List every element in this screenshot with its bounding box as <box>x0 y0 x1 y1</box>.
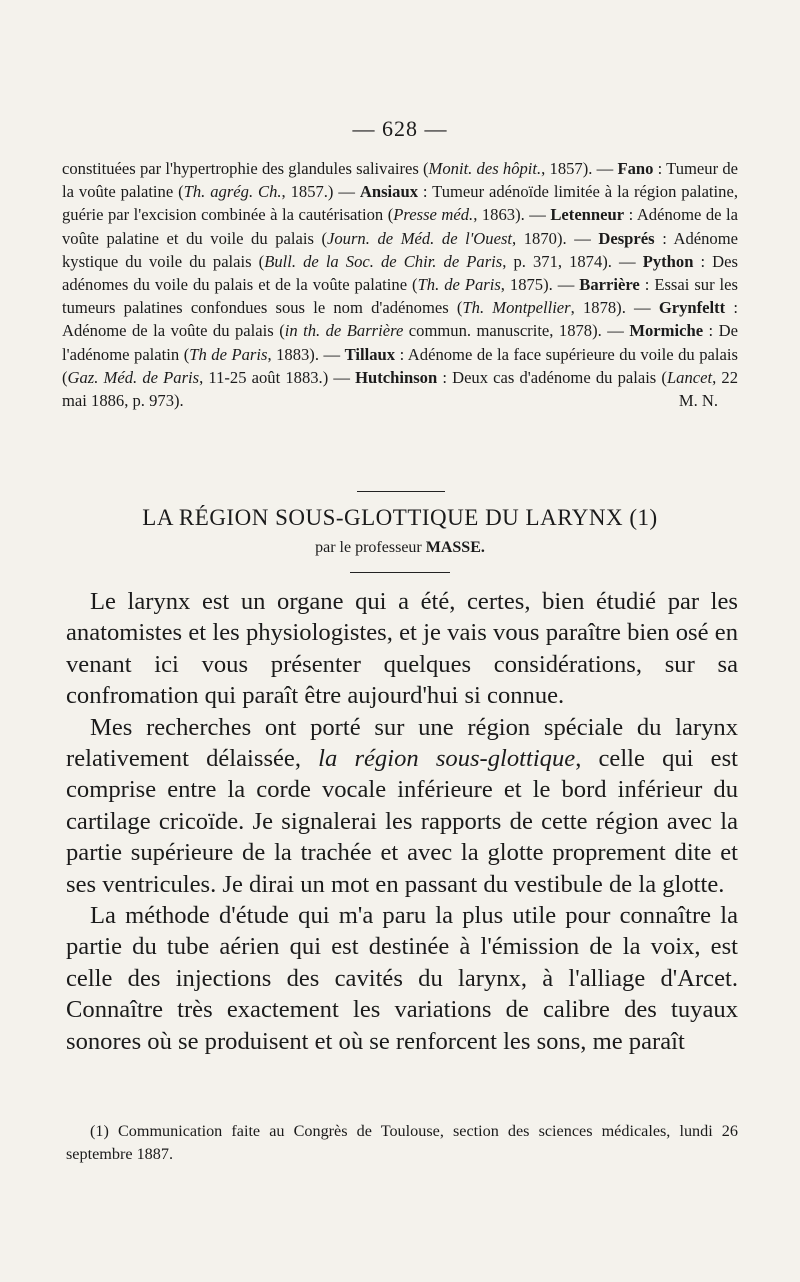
bib-author: Fano <box>617 159 654 178</box>
bib-author: Barrière <box>579 275 640 295</box>
bib-reference: Th. de Paris <box>417 275 501 295</box>
bibliography <box>62 157 738 412</box>
bib-reference: in th. de Barrière <box>284 321 404 341</box>
bib-text: : Tumeur adénoïde limitée à la région palatine, guérie par l'excision combinée à la cautérisation ( <box>62 182 738 225</box>
bib-text: : Tumeur de la voûte palatine ( <box>62 159 738 202</box>
bib-author: Letenneur <box>550 205 625 225</box>
bib-text: : Essai sur les tumeurs palatines confondues sous le nom d'adénomes ( <box>62 275 738 318</box>
footnote: (1) Communication faite au Congrès de Toulouse, section des sciences médicales, lundi 26 septembre 1887. <box>66 1122 738 1163</box>
bib-reference: Presse méd. <box>393 205 474 225</box>
bib-text: : Adénome de la voûte du palais ( <box>62 298 738 341</box>
bib-reference: Monit. des hôpit. <box>428 159 542 178</box>
bib-text: : Adénome de la voûte palatine et du voile du palais ( <box>62 205 738 248</box>
bib-reference: Gaz. Méd. de Paris <box>67 367 200 387</box>
bib-tail: , 1883). — <box>267 344 345 364</box>
bib-tail: , 1870). — <box>512 228 599 248</box>
bib-text: : De l'adénome palatin ( <box>62 321 738 364</box>
bib-reference: Bull. de la Soc. de Chir. de Paris <box>264 251 503 271</box>
bib-tail: , 1878). — <box>570 298 659 318</box>
bib-tail: , 1863). — <box>473 205 551 225</box>
separator-rule-bottom <box>350 572 450 573</box>
bib-tail: commun. manuscrite, 1878). — <box>403 321 630 341</box>
bib-tail: , 22 mai 1886, p. 973). <box>62 367 738 411</box>
bib-text: : Deux cas d'adénome du palais ( <box>437 367 667 387</box>
bib-author: Mormiche <box>629 321 704 341</box>
article-body <box>66 586 738 1057</box>
bib-author: Després <box>598 228 655 248</box>
bib-tail: , 1857.) — <box>281 182 360 202</box>
bib-author: Grynfeltt <box>658 298 726 318</box>
bib-reference: Th. agrég. Ch. <box>183 182 282 202</box>
bib-reference: Th de Paris <box>189 344 268 364</box>
bib-tail: , 1857). — <box>541 159 618 178</box>
bib-author: Tillaux <box>344 344 396 364</box>
bib-reference: Th. Montpellier <box>462 298 571 318</box>
bib-reference: Lancet <box>666 367 713 387</box>
article-title: LA RÉGION SOUS-GLOTTIQUE DU LARYNX (1) <box>142 505 658 530</box>
paragraph-2-emphasis: la région sous-glottique <box>318 745 576 773</box>
bib-signature: M. N. <box>678 391 718 411</box>
bib-author: Ansiaux <box>359 182 418 202</box>
bib-author: Hutchinson <box>355 367 438 387</box>
byline-prefix: par le professeur <box>315 539 426 556</box>
byline <box>0 539 800 557</box>
bib-text: : Des adénomes du voile du palais et de la voûte palatine ( <box>62 251 738 295</box>
paragraph-2 <box>66 712 738 900</box>
paragraph-2-end: , celle qui est comprise entre la corde vocale inférieure et le bord inférieur du cartilage cricoïde. Je signalerai les rapports de cette région avec la partie supérieure de la trachée et avec la glotte proprement dite et ses ventricules. Je dirai un mot en passant du vestibule de la glotte. <box>66 745 738 898</box>
paragraph-3: La méthode d'étude qui m'a paru la plus utile pour connaître la partie du tube aérien qui est destinée à l'émission de la voix, est celle des injections des cavités du larynx, à l'alliage d'Arcet. Connaître très exactement les variations de calibre des tuyaux sonores où se produisent et où se renforcent les sons, me paraît <box>66 902 738 1055</box>
bib-tail: , 11-25 août 1883.) — <box>199 367 356 387</box>
bib-text: : Adénome kystique du voile du palais ( <box>62 228 738 271</box>
bib-text: constituées par l'hypertrophie des glandules salivaires ( <box>62 159 429 178</box>
page-number: — 628 — <box>352 116 448 141</box>
bib-author: Python <box>642 251 694 271</box>
bib-tail: , 1875). — <box>500 275 580 295</box>
paragraph-2-start: Mes recherches ont porté sur une région spéciale du larynx relativement délaissée, <box>66 713 738 773</box>
bib-reference: Journ. de Méd. de l'Ouest <box>327 228 513 248</box>
bib-text: : Adénome de la face supérieure du voile du palais ( <box>62 344 738 387</box>
byline-author: MASSE. <box>425 539 485 556</box>
paragraph-1: Le larynx est un organe qui a été, certes, bien étudié par les anatomistes et les physiologistes, et je vais vous paraître bien osé en venant ici vous présenter quelques considérations, sur sa confromation qui paraît être aujourd'hui si connue. <box>66 588 738 710</box>
separator-rule-top <box>357 491 445 492</box>
bib-tail: , p. 371, 1874). — <box>502 251 643 271</box>
